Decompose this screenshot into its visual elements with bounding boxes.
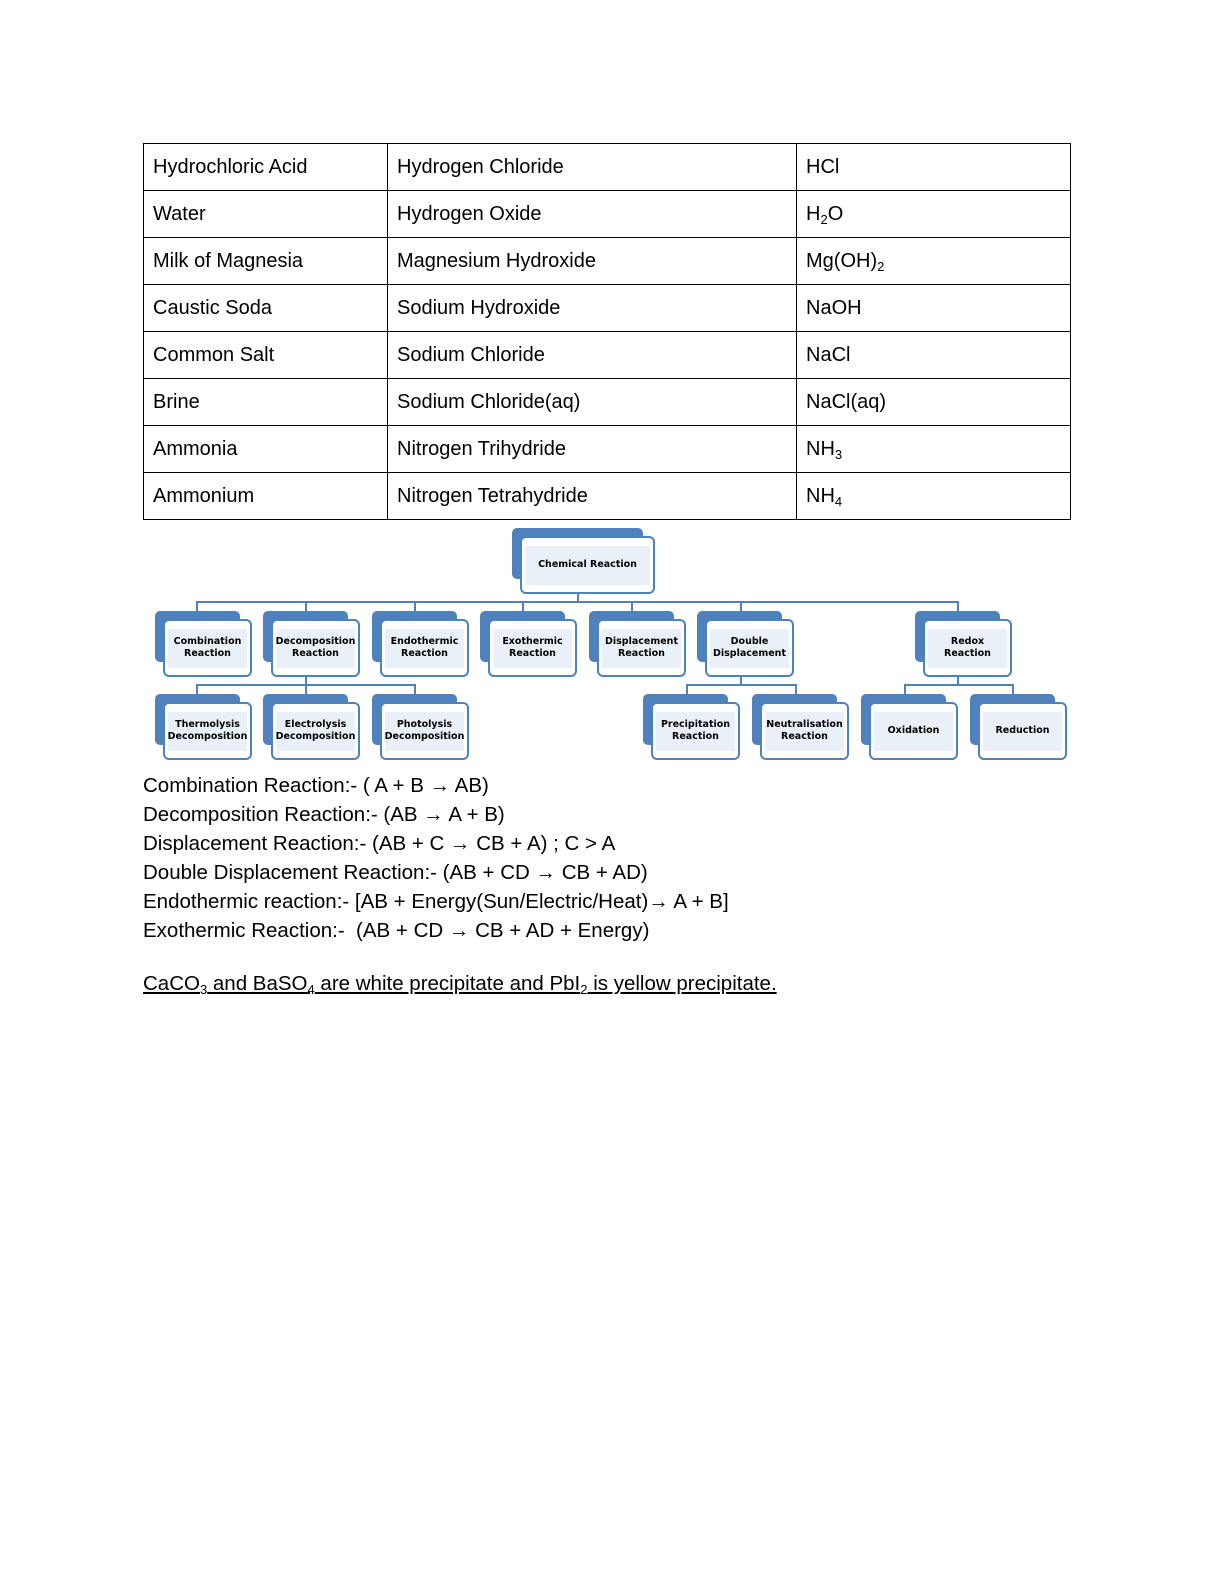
node-label-line: Chemical Reaction [538,559,637,570]
node-double-displacement [697,611,795,677]
node-label [765,712,844,751]
node-label-line: Displacement [605,636,678,647]
node-label [168,712,247,751]
node-combination-reaction [155,611,253,677]
node-neutralisation-reaction [752,694,850,760]
table-row [144,238,1071,285]
chemical-name-cell: Sodium Chloride(aq) [388,379,797,426]
compound-names-table [143,143,1071,520]
node-displacement-reaction [589,611,687,677]
connector-line [305,677,307,685]
note-double-displacement: Double Displacement Reaction:- (AB + CD → CB + AD) [143,861,648,884]
node-label-line: Exothermic [502,636,563,647]
node-label-line: Endothermic [390,636,459,647]
formula-cell [797,285,1071,332]
footnote-subscript: 4 [307,982,315,997]
common-name-cell: Brine [144,379,388,426]
common-name-cell: Water [144,191,388,238]
node-oxidation [861,694,959,760]
node-reduction [970,694,1068,760]
formula-text: NH [806,484,835,507]
node-electrolysis-decomposition [263,694,361,760]
node-label [710,629,789,668]
note-exothermic: Exothermic Reaction:- (AB + CD → CB + AD + Energy) [143,919,650,942]
node-label-line: Double [730,636,769,647]
reaction-notes [143,771,729,945]
formula-subscript: 3 [834,446,843,462]
node-label-line: Electrolysis [284,719,347,730]
formula-text: NaCl [806,343,851,366]
node-label-line: Reaction [618,648,665,659]
node-label [385,629,464,668]
common-name-cell: Ammonia [144,426,388,473]
connector-line [196,601,959,603]
node-label-line: Decomposition [167,731,248,742]
node-label [168,629,247,668]
node-decomposition-reaction [263,611,361,677]
node-box [163,619,252,677]
node-thermolysis-decomposition [155,694,253,760]
node-label-line: Combination [173,636,242,647]
note-combination: Combination Reaction:- ( A + B → AB) [143,774,489,797]
formula-cell [797,426,1071,473]
common-name-cell: Caustic Soda [144,285,388,332]
node-box [869,702,958,760]
connector-line [740,677,742,685]
formula-subscript: 2 [820,211,828,227]
table-row [144,191,1071,238]
node-label-line: Reaction [509,648,556,659]
node-box [380,619,469,677]
node-label [928,629,1007,668]
node-label [385,712,464,751]
table-row [144,332,1071,379]
node-label-line: Displacement [713,648,786,659]
node-label [493,629,572,668]
footnote-text: are white precipitate and PbI [314,972,581,995]
table-row [144,426,1071,473]
node-photolysis-decomposition [372,694,470,760]
common-name-cell: Ammonium [144,473,388,520]
formula-text: NaCl(aq) [806,390,887,413]
node-label-line: Reaction [401,648,448,659]
node-label-line: Precipitation [660,719,731,730]
formula-subscript: 2 [877,258,885,274]
node-box [488,619,577,677]
node-label-line: Oxidation [887,725,940,736]
note-decomposition: Decomposition Reaction:- (AB → A + B) [143,803,505,826]
node-label-line: Reaction [292,648,339,659]
node-label-line: Photolysis [396,719,453,730]
formula-text: H [806,202,821,225]
node-label [983,712,1062,751]
formula-text: NH [806,437,835,460]
footnote-text: is yellow precipitate. [587,972,777,995]
node-box [705,619,794,677]
node-label [276,712,355,751]
table-row [144,379,1071,426]
chemical-name-cell: Sodium Hydroxide [388,285,797,332]
node-label-line: Redox Reaction [944,636,991,659]
table-row [144,144,1071,191]
node-exothermic-reaction [480,611,578,677]
node-chemical-reaction [512,528,656,594]
formula-cell [797,191,1071,238]
common-name-cell: Milk of Magnesia [144,238,388,285]
node-box [978,702,1067,760]
node-label-line: Reduction [995,725,1050,736]
formula-text: O [827,202,844,225]
node-endothermic-reaction [372,611,470,677]
node-box [163,702,252,760]
common-name-cell: Common Salt [144,332,388,379]
footnote-subscript: 2 [580,982,588,997]
node-label-line: Reaction [184,648,231,659]
chemical-name-cell: Nitrogen Tetrahydride [388,473,797,520]
node-label-line: Decomposition [384,731,465,742]
table-row [144,285,1071,332]
chemical-name-cell: Hydrogen Chloride [388,144,797,191]
node-box [380,702,469,760]
node-box [923,619,1012,677]
node-label [874,712,953,751]
footnote-text: and BaSO [207,972,308,995]
table-row [144,473,1071,520]
note-displacement: Displacement Reaction:- (AB + C → CB + A) ; C > A [143,832,616,855]
footnote-text: CaCO [143,972,200,995]
connector-line [904,684,1014,686]
node-label [656,712,735,751]
node-box [271,702,360,760]
formula-text: HCl [806,155,840,178]
note-endothermic: Endothermic reaction:- [AB + Energy(Sun/Electric/Heat)→ A + B] [143,890,729,913]
node-label-line: Decomposition [275,731,356,742]
node-redox-reaction [915,611,1013,677]
node-label [602,629,681,668]
node-label-line: Neutralisation [766,719,843,730]
node-box [520,536,655,594]
formula-text: Mg(OH) [806,249,878,272]
formula-cell [797,238,1071,285]
node-label-line: Decomposition [275,636,356,647]
chemical-name-cell: Magnesium Hydroxide [388,238,797,285]
chemical-name-cell: Nitrogen Trihydride [388,426,797,473]
formula-cell [797,144,1071,191]
connector-line [957,677,959,685]
precipitate-note [143,972,777,996]
chemical-name-cell: Sodium Chloride [388,332,797,379]
node-box [597,619,686,677]
node-label-line: Thermolysis [175,719,240,730]
footnote-subscript: 3 [199,982,208,997]
common-name-cell: Hydrochloric Acid [144,144,388,191]
formula-cell [797,379,1071,426]
connector-line [686,684,796,686]
formula-text: NaOH [806,296,862,319]
connector-line [577,594,579,602]
connector-line [196,684,415,686]
node-label [525,546,650,585]
node-label [276,629,355,668]
formula-cell [797,473,1071,520]
node-box [651,702,740,760]
formula-subscript: 4 [834,493,843,509]
node-precipitation-reaction [643,694,741,760]
node-label-line: Reaction [781,731,828,742]
chemical-name-cell: Hydrogen Oxide [388,191,797,238]
node-box [760,702,849,760]
node-label-line: Reaction [672,731,719,742]
formula-cell [797,332,1071,379]
node-box [271,619,360,677]
